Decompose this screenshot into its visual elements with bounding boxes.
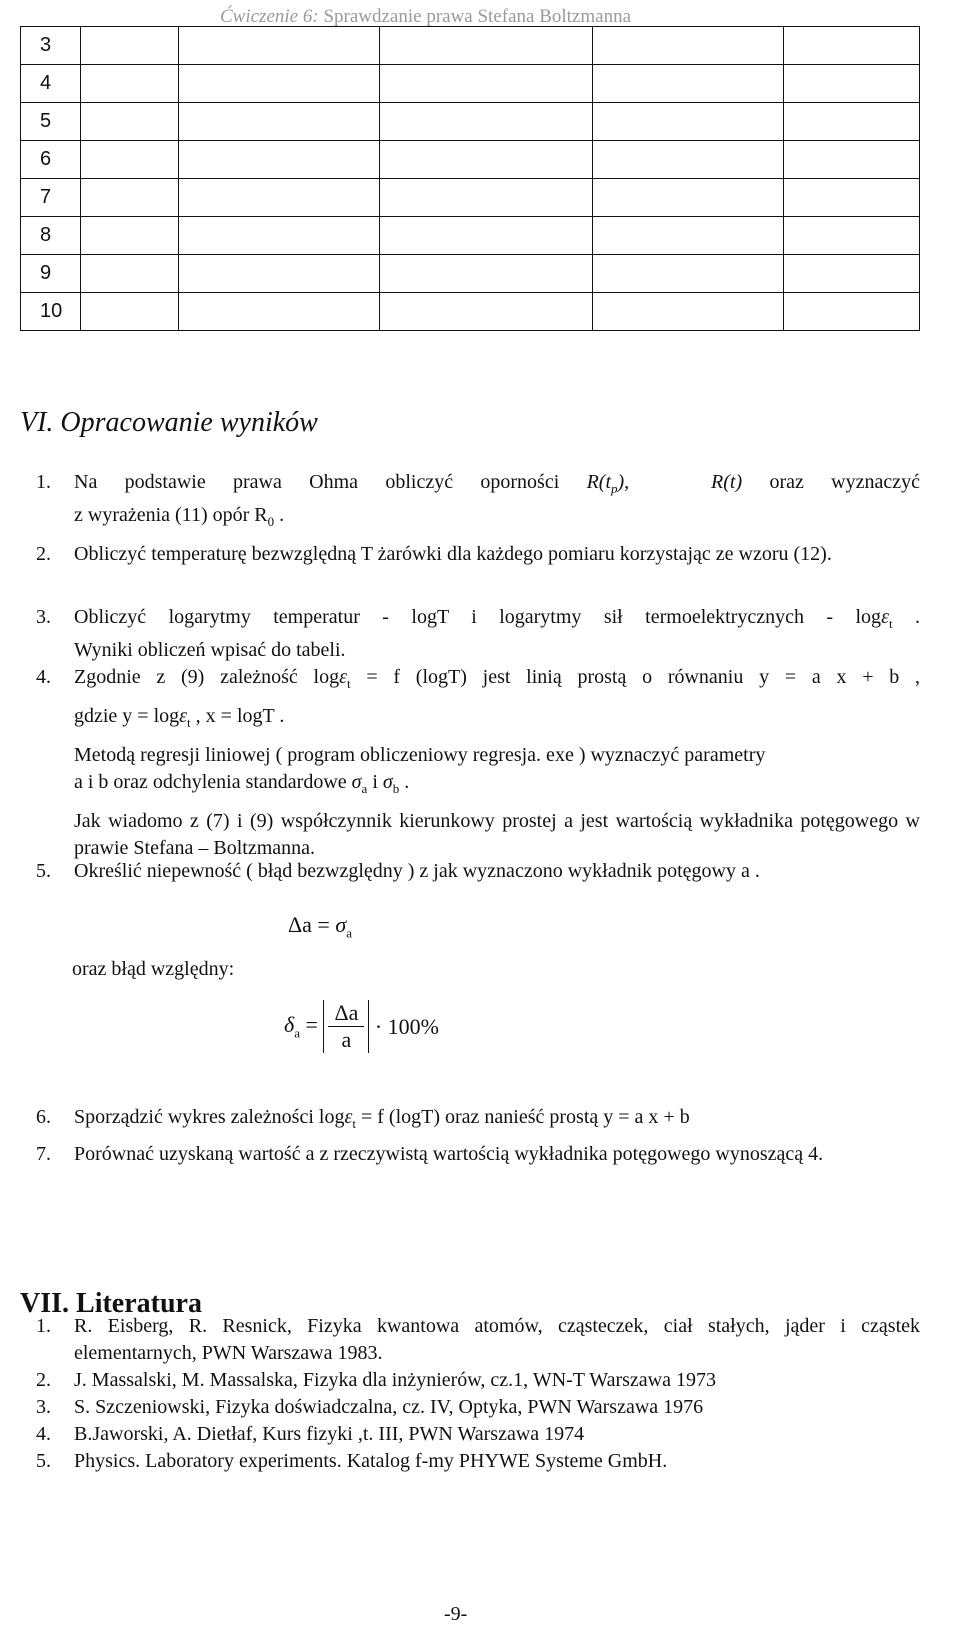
empty-cell (593, 65, 784, 103)
empty-cell (179, 27, 380, 65)
table-row (21, 179, 920, 217)
row-number-cell: 8 (21, 217, 81, 255)
row-number-cell: 7 (21, 179, 81, 217)
empty-cell (784, 141, 920, 179)
list-item-6: 6. Sporządzić wykres zależności logε$_t$ = f (logT) oraz nanieść prostą y = a x + b (36, 1106, 690, 1131)
empty-cell (784, 179, 920, 217)
empty-cell (81, 179, 179, 217)
empty-cell (380, 27, 593, 65)
empty-cell (81, 65, 179, 103)
list-item-1: 1. Na podstawie prawa Ohma obliczyć oporności $R(t_p)$, R(t) oraz wyznaczyć z wyrażenia (11) opór $R_0$ . (36, 471, 920, 529)
list-item-4: 4. Zgodnie z (9) zależność logε$_t$ = f (logT) jest linią prostą o równaniu y = a x + b , gdzie y = logε$_t$ , x = logT . Metodą regresji liniowej ( program obliczeniowy regresja. exe ) wyznaczyć parametry a i b oraz odchylenia standardowe $\sigma_a$ i $\sigma_b$ . Jak wiadomo z (7) i (9) współczynnik kierunkowy prostej a jest wartością wykładnika potęgowego w prawie Stefana – Boltzmanna. (36, 666, 921, 859)
formula-delta-a: $\Delta a = \sigma_a$ (288, 912, 352, 941)
row-number-cell: 3 (21, 27, 81, 65)
empty-cell (593, 27, 784, 65)
empty-cell (380, 293, 593, 331)
reference-item: 1. R. Eisberg, R. Resnick, Fizyka kwantowa atomów, cząsteczek, ciał stałych, jąder i cząstek elementarnych, PWN Warszawa 1983. (36, 1315, 920, 1364)
empty-cell (81, 293, 179, 331)
empty-cell (784, 65, 920, 103)
list-item-3: 3. Obliczyć logarytmy temperatur - logT i logarytmy sił termoelektrycznych - logε$_t$ . Wyniki obliczeń wpisać do tabeli. (36, 606, 921, 661)
section-title-6: VI. Opracowanie wyników (20, 407, 318, 438)
empty-cell (784, 255, 920, 293)
empty-cell (593, 255, 784, 293)
header-exercise: Ćwiczenie 6: (220, 6, 319, 27)
row-number-cell: 9 (21, 255, 81, 293)
empty-cell (81, 27, 179, 65)
row-number-cell: 4 (21, 65, 81, 103)
empty-cell (784, 27, 920, 65)
empty-cell (593, 141, 784, 179)
empty-cell (81, 255, 179, 293)
empty-cell (593, 217, 784, 255)
empty-cell (380, 217, 593, 255)
table-row (21, 65, 920, 103)
empty-cell (593, 103, 784, 141)
reference-item: 3. S. Szczeniowski, Fizyka doświadczalna, cz. IV, Optyka, PWN Warszawa 1976 (36, 1396, 704, 1418)
empty-cell (593, 179, 784, 217)
header-title: Sprawdzanie prawa Stefana Boltzmanna (318, 6, 632, 27)
formula-delta-relative: $\delta_a$ = $\frac{\Delta a}{a}$ · 100% (284, 1000, 440, 1052)
row-number-cell: 6 (21, 141, 81, 179)
empty-cell (81, 217, 179, 255)
references-list (36, 1313, 920, 1475)
running-header (220, 6, 631, 28)
list-item-5: 5. Określić niepewność ( błąd bezwzględny ) z jak wyznaczono wykładnik potęgowy a . (36, 860, 760, 882)
empty-cell (81, 103, 179, 141)
empty-cell (784, 217, 920, 255)
empty-cell (179, 65, 380, 103)
table-row (21, 217, 920, 255)
empty-cell (380, 65, 593, 103)
empty-cell (380, 255, 593, 293)
empty-cell (179, 217, 380, 255)
empty-cell (784, 103, 920, 141)
reference-item: 5. Physics. Laboratory experiments. Katalog f-my PHYWE Systeme GmbH. (36, 1450, 668, 1472)
empty-cell (81, 141, 179, 179)
empty-cell (593, 293, 784, 331)
empty-cell (380, 103, 593, 141)
empty-cell (179, 293, 380, 331)
empty-cell (179, 255, 380, 293)
empty-cell (179, 103, 380, 141)
row-number-cell: 10 (21, 293, 81, 331)
table-row (21, 27, 920, 65)
table-row (21, 141, 920, 179)
row-number-cell: 5 (21, 103, 81, 141)
empty-cell (380, 141, 593, 179)
table-row (21, 293, 920, 331)
table-row (21, 255, 920, 293)
empty-cell (179, 141, 380, 179)
empty-cell (784, 293, 920, 331)
reference-item: 2. J. Massalski, M. Massalska, Fizyka dla inżynierów, cz.1, WN-T Warszawa 1973 (36, 1369, 716, 1391)
empty-cell (380, 179, 593, 217)
table-row (21, 103, 920, 141)
list-item-2: 2. Obliczyć temperaturę bezwzględną T żarówki dla każdego pomiaru korzystając ze wzoru (12). (36, 543, 832, 565)
page-number: -9- (444, 1603, 468, 1625)
empty-cell (179, 179, 380, 217)
list-item-7: 7. Porównać uzyskaną wartość a z rzeczywistą wartością wykładnika potęgowego wynoszącą 4. (36, 1143, 824, 1165)
relative-error-label: oraz błąd względny: (72, 958, 235, 980)
reference-item: 4. B.Jaworski, A. Dietłaf, Kurs fizyki ,t. III, PWN Warszawa 1974 (36, 1423, 585, 1445)
measurement-table (20, 26, 920, 331)
section-title-7: VII. Literatura (20, 1288, 202, 1319)
